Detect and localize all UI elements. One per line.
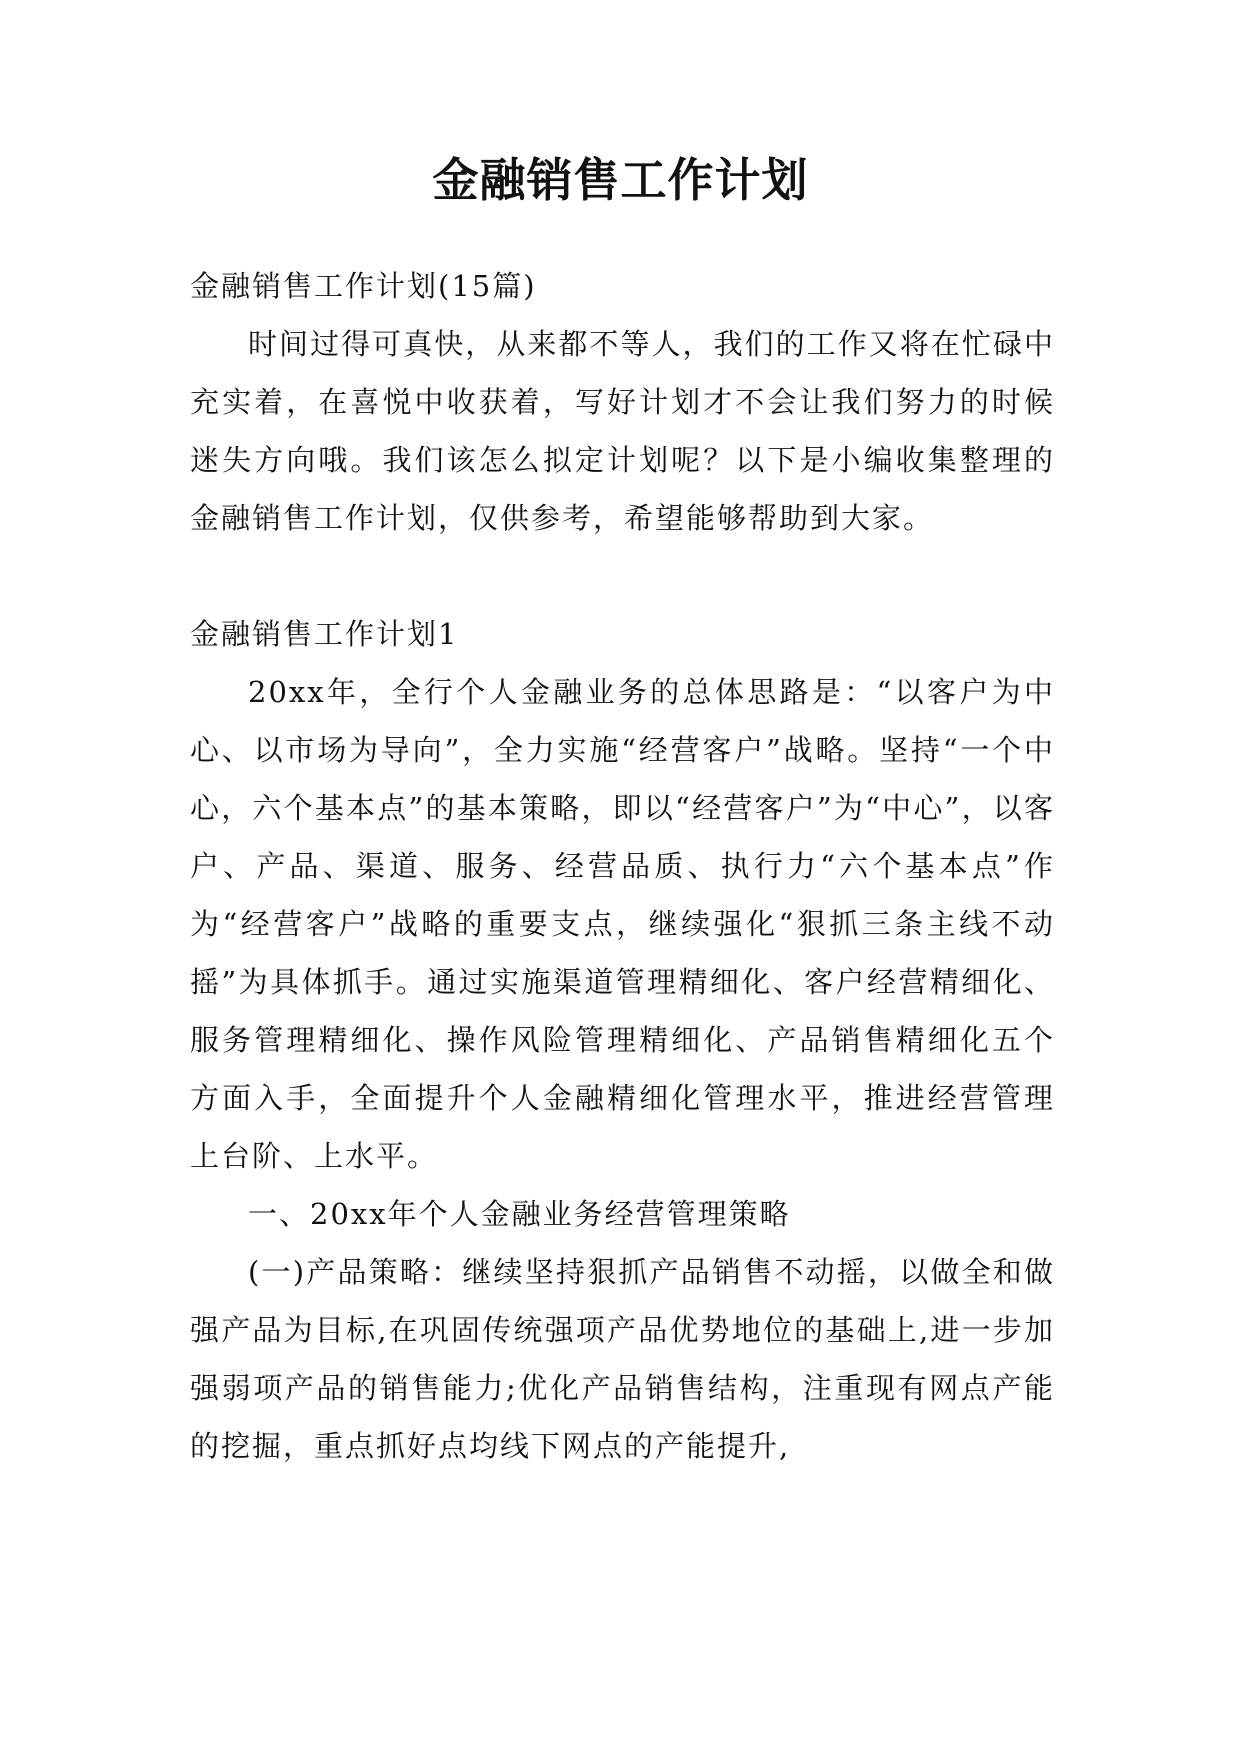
document-title: 金融销售工作计划 bbox=[432, 153, 809, 207]
section-paragraph: (一)产品策略：继续坚持狠抓产品销售不动摇，以做全和做强产品为目标,在巩固传统强项产品优势地位的基础上,进一步加强弱项产品的销售能力;优化产品销售结构，注重现有网点产能的挖掘，重点抓好点均线下网点的产能提升, bbox=[190, 1255, 1055, 1463]
section-item-heading: 一、20xx年个人金融业务经营管理策略 bbox=[248, 1197, 791, 1231]
section-paragraph: 20xx年，全行个人金融业务的总体思路是：“以客户为中心、以市场为导向”，全力实施“经营客户”战略。坚持“一个中心，六个基本点”的基本策略，即以“经营客户”为“中心”，以客户、产品、渠道、服务、经营品质、执行力“六个基本点”作为“经营客户”战略的重要支点，继续强化“狠抓三条主线不动摇”为具体抓手。通过实施渠道管理精细化、客户经营精细化、服务管理精细化、操作风险管理精细化、产品销售精细化五个方面入手，全面提升个人金融精细化管理水平，推进经营管理上台阶、上水平。 bbox=[190, 675, 1055, 1173]
paragraph-gap bbox=[190, 547, 1055, 605]
section-heading: 金融销售工作计划1 bbox=[190, 617, 459, 651]
intro-paragraph: 时间过得可真快，从来都不等人，我们的工作又将在忙碌中充实着，在喜悦中收获着，写好计划才不会让我们努力的时候迷失方向哦。我们该怎么拟定计划呢？以下是小编收集整理的金融销售工作计划，仅供参考，希望能够帮助到大家。 bbox=[190, 327, 1055, 535]
document-body bbox=[190, 257, 1055, 1475]
document-subtitle: 金融销售工作计划(15篇) bbox=[190, 269, 537, 303]
